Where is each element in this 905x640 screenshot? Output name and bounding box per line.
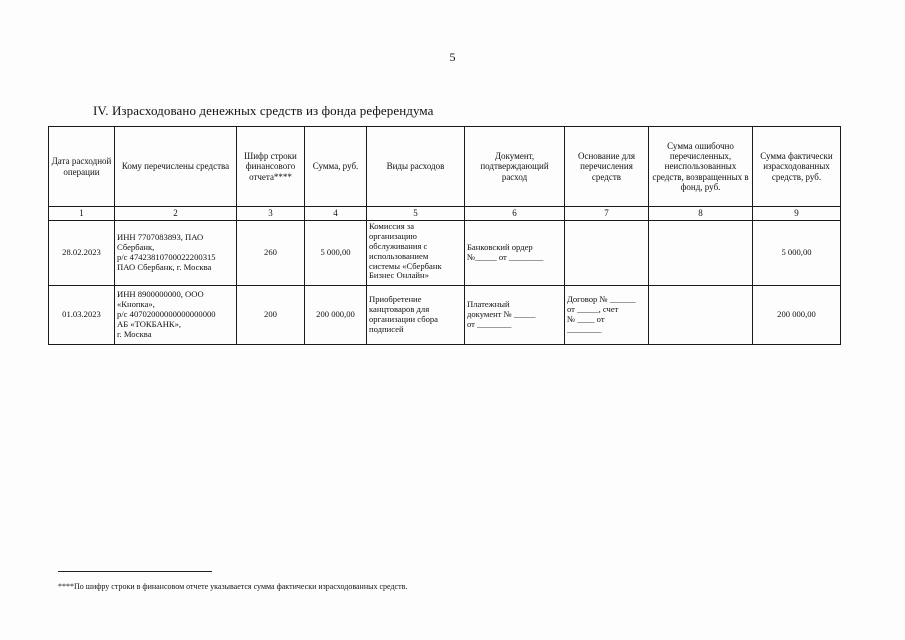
column-header: Сумма ошибочно перечисленных, неиспользованных средств, возвращенных в фонд, руб.	[649, 127, 753, 207]
code-cell: 260	[237, 221, 305, 286]
actual-cell: 200 000,00	[753, 286, 841, 345]
recipient-line: г. Москва	[117, 328, 152, 339]
table-row	[49, 286, 841, 345]
code-cell: 200	[237, 286, 305, 345]
column-header: Основание для перечисления средств	[565, 127, 649, 207]
recipient-line: Сбербанк,	[117, 242, 155, 253]
table-row	[49, 221, 841, 286]
header-row	[49, 127, 841, 207]
expense-type-line: Бизнес Онлайн»	[369, 270, 429, 281]
date-cell: 01.03.2023	[49, 286, 115, 345]
basis-cell	[565, 221, 649, 286]
column-number: 4	[305, 207, 367, 221]
recipient-cell	[115, 286, 237, 345]
document-line: Платежный	[467, 299, 510, 310]
expense-type-line: организации сбора	[369, 314, 438, 324]
document-cell	[465, 286, 565, 345]
recipient-line: р/с 47423810700022200315	[117, 252, 216, 262]
expense-type-line: системы «Сбербанк	[369, 260, 442, 271]
column-header: Шифр строки финансового отчета****	[237, 127, 305, 207]
column-header: Виды расходов	[367, 127, 465, 207]
basis-line: от _____, счет	[567, 304, 619, 315]
basis-line: № ____ от	[567, 314, 605, 324]
recipient-cell	[115, 221, 237, 286]
column-number: 6	[465, 207, 565, 221]
recipient-line: ИНН 7707083893, ПАО	[117, 232, 204, 243]
recipient-line: р/с 40702000000000000000	[117, 309, 216, 320]
column-header: Дата расходной операции	[49, 127, 115, 207]
column-number: 8	[649, 207, 753, 221]
recipient-line: «Кнопка»,	[117, 299, 155, 310]
expense-type-cell	[367, 286, 465, 345]
section-title: IV. Израсходовано денежных средств из фонда референдума	[93, 103, 434, 118]
actual-cell: 5 000,00	[753, 221, 841, 286]
recipient-line: ПАО Сбербанк, г. Москва	[117, 261, 212, 272]
expense-type-line: обслуживания с	[369, 240, 428, 251]
page-number: 5	[449, 50, 456, 64]
expense-type-line: подписей	[369, 323, 404, 334]
expense-type-line: Приобретение	[369, 294, 422, 305]
expenses-table	[48, 126, 841, 345]
column-number: 9	[753, 207, 841, 221]
column-header: Документ, подтверждающий расход	[465, 127, 565, 207]
basis-line: Договор № ______	[567, 294, 636, 305]
column-number: 7	[565, 207, 649, 221]
date-cell: 28.02.2023	[49, 221, 115, 286]
sum-cell: 200 000,00	[305, 286, 367, 345]
basis-line: ________	[567, 323, 602, 334]
document-line: Банковский ордер	[467, 242, 533, 253]
expense-type-line: канцтоваров для	[369, 304, 430, 315]
expense-type-line: Комиссия за	[369, 221, 415, 231]
column-number: 3	[237, 207, 305, 221]
expense-type-line: использованием	[369, 250, 429, 261]
column-number: 5	[367, 207, 465, 221]
column-header: Сумма фактически израсходованных средств, руб.	[753, 127, 841, 207]
expense-type-line: организацию	[369, 230, 417, 241]
footnote-divider	[58, 571, 212, 572]
column-number: 1	[49, 207, 115, 221]
returned-cell	[649, 221, 753, 286]
sum-cell: 5 000,00	[305, 221, 367, 286]
recipient-line: АБ «ТОКБАНК»,	[117, 318, 182, 329]
document-line: документ № _____	[467, 309, 536, 320]
column-header: Кому перечислены средства	[115, 127, 237, 207]
document-line: от ________	[467, 318, 512, 329]
expense-type-cell	[367, 221, 465, 286]
basis-cell	[565, 286, 649, 345]
column-header: Сумма, руб.	[305, 127, 367, 207]
column-number-row	[49, 207, 841, 221]
column-number: 2	[115, 207, 237, 221]
footnote: ****По шифру строки в финансовом отчете указывается сумма фактически израсходованных средств.	[58, 582, 408, 591]
document-cell	[465, 221, 565, 286]
document-line: №_____ от ________	[467, 252, 544, 262]
recipient-line: ИНН 8900000000, ООО	[117, 289, 204, 300]
returned-cell	[649, 286, 753, 345]
